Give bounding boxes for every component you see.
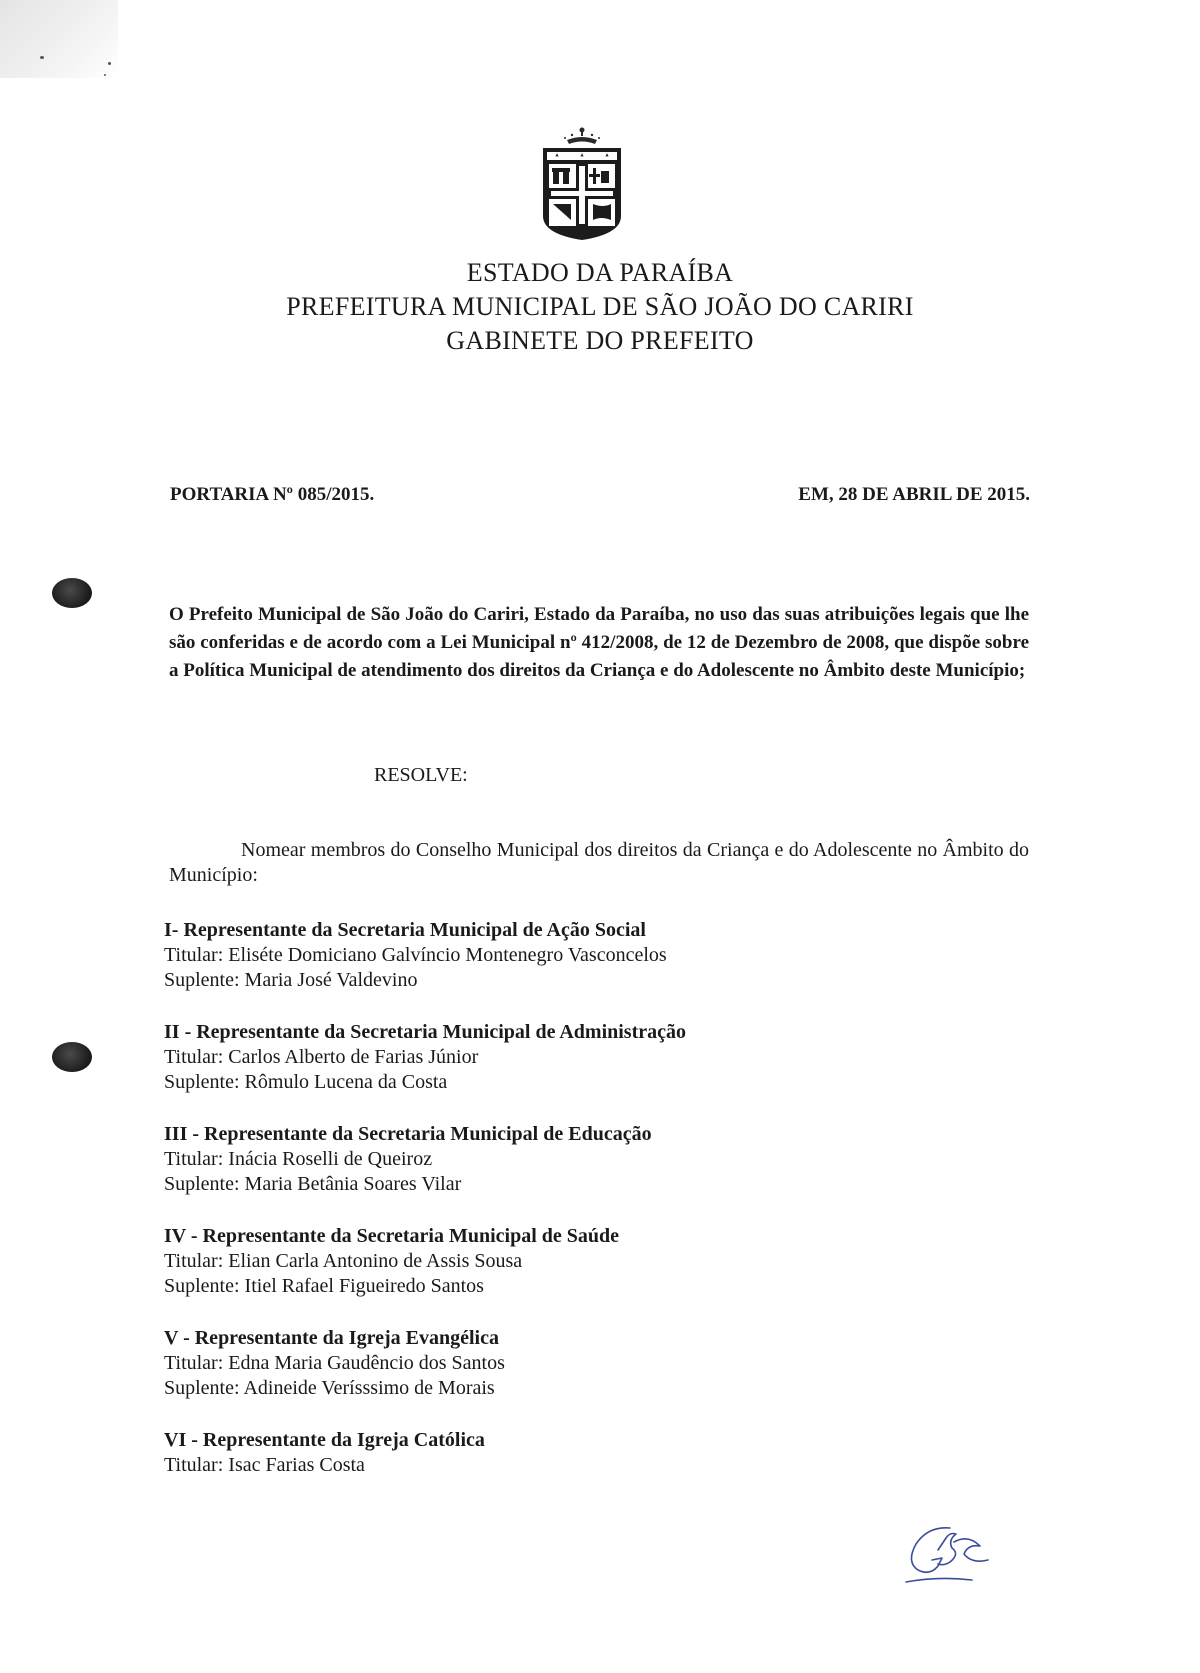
scan-speck [40,56,44,59]
intro-paragraph [169,838,1029,888]
member-entry [164,1428,1064,1478]
member-title: V - Representante da Igreja Evangélica [164,1327,499,1349]
member-entry [164,1224,1064,1299]
intro-text: Nomear membros do Conselho Municipal dos direitos da Criança e do Adolescente no Âmbito do Município: [169,839,1029,886]
portaria-number: PORTARIA Nº 085/2015. [170,484,375,505]
scan-shadow [0,0,118,78]
member-list [164,918,1064,1505]
resolve-heading: RESOLVE: [374,764,468,786]
heading-office: GABINETE DO PREFEITO [446,326,754,355]
member-entry [164,1020,1064,1095]
member-entry [164,918,1064,993]
scan-speck [104,74,106,76]
document-heading [0,256,1200,358]
member-suplente: Suplente: Itiel Rafael Figueiredo Santos [164,1275,484,1297]
member-titular: Titular: Carlos Alberto de Farias Júnior [164,1046,479,1068]
member-title: II - Representante da Secretaria Municipal de Administração [164,1021,687,1043]
member-entry [164,1326,1064,1401]
scan-speck [108,62,111,65]
member-suplente: Suplente: Maria José Valdevino [164,969,418,991]
member-title: III - Representante da Secretaria Municipal de Educação [164,1123,652,1145]
member-title: I- Representante da Secretaria Municipal de Ação Social [164,919,646,941]
member-titular: Titular: Isac Farias Costa [164,1454,365,1476]
member-title: IV - Representante da Secretaria Municipal de Saúde [164,1225,619,1247]
member-suplente: Suplente: Adineide Verísssimo de Morais [164,1377,495,1399]
member-titular: Titular: Elian Carla Antonino de Assis Sousa [164,1250,523,1272]
member-entry [164,1122,1064,1197]
member-titular: Titular: Inácia Roselli de Queiroz [164,1148,433,1170]
heading-municipality: PREFEITURA MUNICIPAL DE SÃO JOÃO DO CARIRI [286,292,914,321]
preamble-paragraph: O Prefeito Municipal de São João do Cariri, Estado da Paraíba, no uso das suas atribuições legais que lhe são conferidas e de acordo com a Lei Municipal nº 412/2008, de 12 de Dezembro de 2008, que dispõe sobre a Política Municipal de atendimento dos direitos da Criança e do Adolescente no Âmbito deste Município; [169,604,1029,681]
member-title: VI - Representante da Igreja Católica [164,1429,485,1451]
member-suplente: Suplente: Maria Betânia Soares Vilar [164,1173,462,1195]
punch-hole-top [52,578,92,608]
punch-hole-bottom [52,1042,92,1072]
coat-of-arms-icon [537,124,627,242]
member-suplente: Suplente: Rômulo Lucena da Costa [164,1071,448,1093]
signature-icon [898,1520,1008,1595]
portaria-date: EM, 28 DE ABRIL DE 2015. [798,484,1030,505]
member-titular: Titular: Eliséte Domiciano Galvíncio Montenegro Vasconcelos [164,944,667,966]
member-titular: Titular: Edna Maria Gaudêncio dos Santos [164,1352,505,1374]
heading-state: ESTADO DA PARAÍBA [466,258,734,287]
